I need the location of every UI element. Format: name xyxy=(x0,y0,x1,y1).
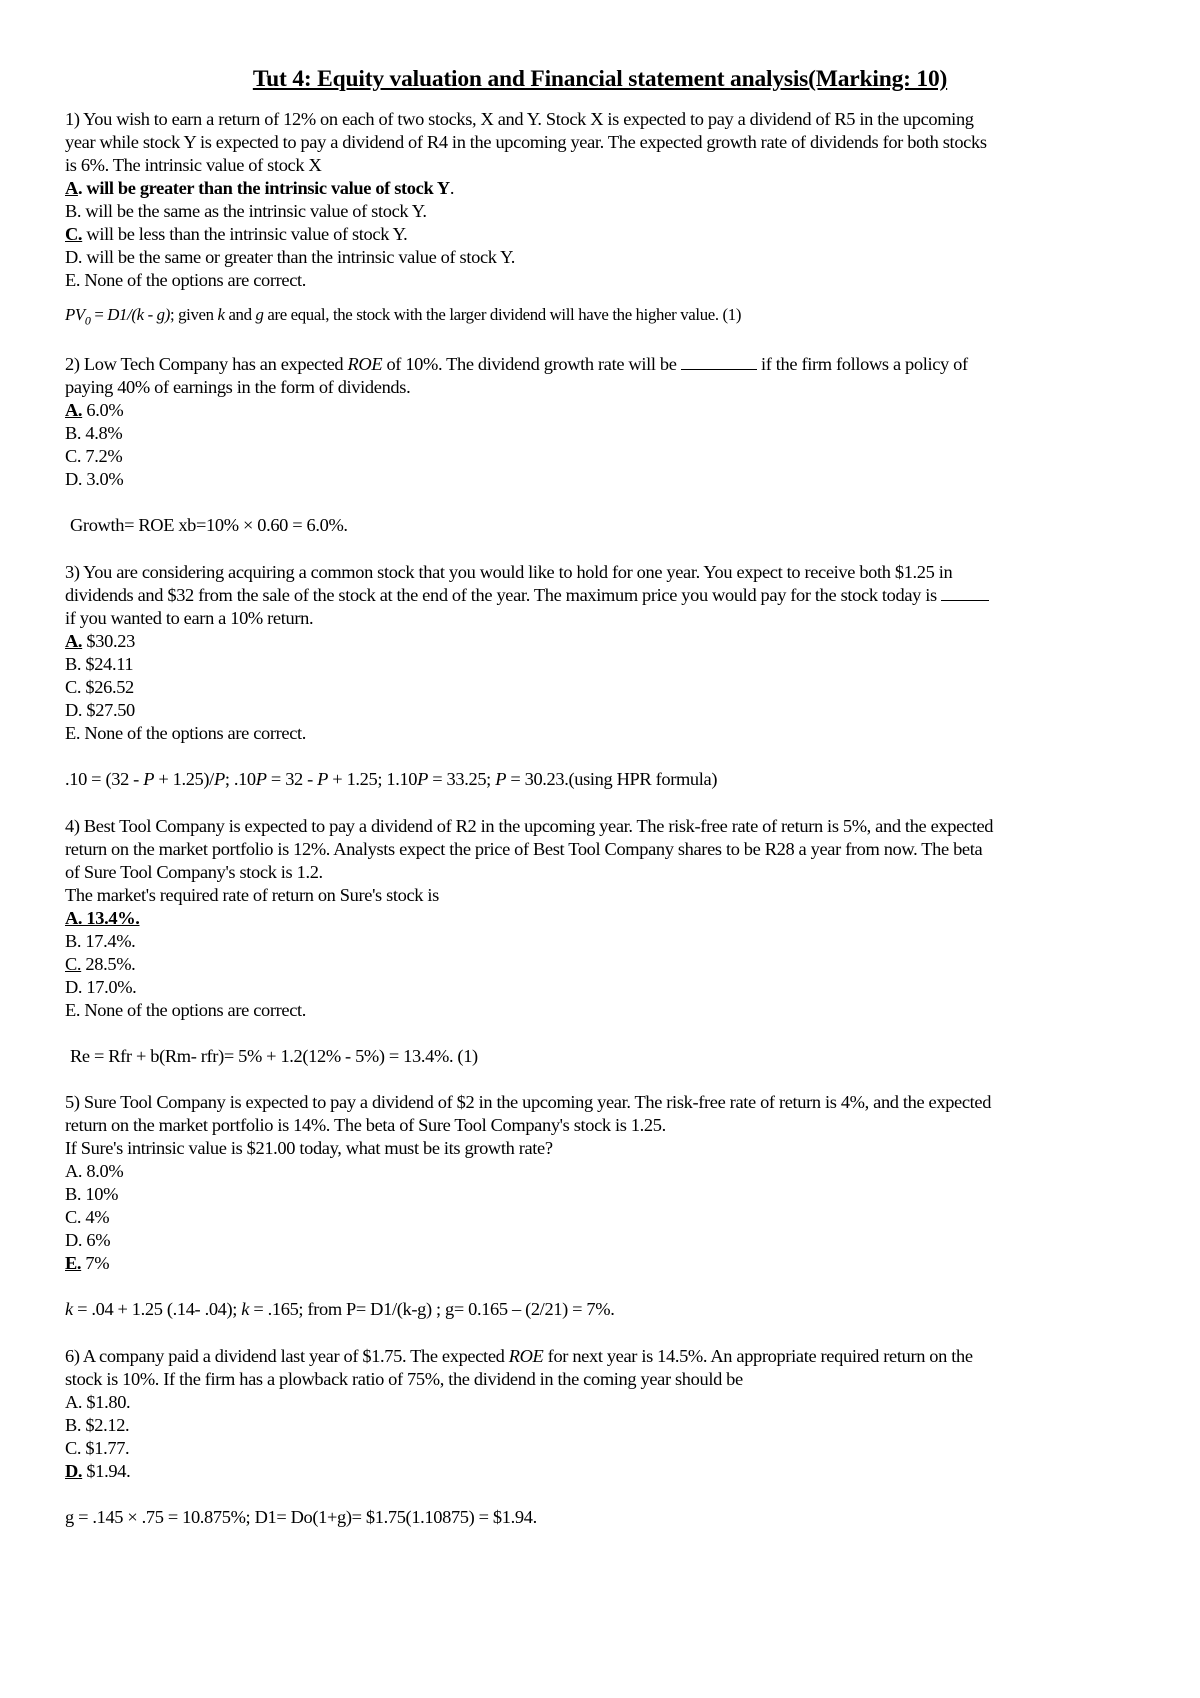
option-letter: C. xyxy=(65,224,83,244)
k-symbol: k xyxy=(65,1299,73,1319)
explanation-text: ; .10 xyxy=(224,769,256,789)
answer-option-e-correct xyxy=(65,1252,1145,1275)
explanation-text: = .165; from P= D1/(k-g) ; g= 0.165 – (2/21) = 7%. xyxy=(249,1299,615,1319)
question-text-part: for next year is 14.5%. An appropriate required return on the xyxy=(543,1346,973,1366)
question-text: 1) You wish to earn a return of 12% on each of two stocks, X and Y. Stock X is expected to pay a dividend of R5 in the upcoming xyxy=(65,109,974,129)
pv-subscript: 0 xyxy=(84,313,91,328)
explanation-text: ; given xyxy=(169,305,218,324)
roe-term: ROE xyxy=(347,354,383,374)
explanation-text: = .04 + 1.25 (.14- .04); xyxy=(72,1299,242,1319)
answer-blank xyxy=(941,586,989,601)
option-letter: A. xyxy=(65,631,83,651)
question-text: 3) You are considering acquiring a common stock that you would like to hold for one year. You expect to receive both $1.25 in xyxy=(65,562,953,582)
p-symbol: P xyxy=(143,769,155,789)
explanation-text: + 1.25)/ xyxy=(154,769,214,789)
answer-option-c: C. $1.77. xyxy=(65,1438,130,1458)
option-text: $30.23 xyxy=(82,631,135,651)
pv-symbol: PV xyxy=(65,305,85,324)
question-text: if you wanted to earn a 10% return. xyxy=(65,608,314,628)
option-text: will be less than the intrinsic value of stock Y. xyxy=(82,224,408,244)
answer-option-d-correct xyxy=(65,1460,1145,1483)
answer-option-a-correct: A. 13.4%. xyxy=(65,908,140,928)
p-symbol: P xyxy=(255,769,267,789)
answer-option-b: B. will be the same as the intrinsic value of stock Y. xyxy=(65,201,427,221)
answer-option-b: B. $24.11 xyxy=(65,654,134,674)
answer-blank xyxy=(681,355,757,370)
answer-option-c xyxy=(65,223,1145,246)
answer-option-c: C. 7.2% xyxy=(65,446,123,466)
equals: = xyxy=(90,305,108,324)
answer-option-d: D. will be the same or greater than the intrinsic value of stock Y. xyxy=(65,247,515,267)
answer-option-d: D. 17.0%. xyxy=(65,977,137,997)
question-text-part: 6) A company paid a dividend last year of $1.75. The expected xyxy=(65,1346,509,1366)
g-symbol: g xyxy=(255,305,264,324)
answer-option-a: A. 8.0% xyxy=(65,1161,124,1181)
explanation-text: = 33.25; xyxy=(428,769,496,789)
answer-option-c: C. 4% xyxy=(65,1207,110,1227)
answer-option-d: D. $27.50 xyxy=(65,700,135,720)
answer-option-b: B. $2.12. xyxy=(65,1415,130,1435)
explanation-text: are equal, the stock with the larger dividend will have the higher value. (1) xyxy=(263,305,742,324)
question-text-part: dividends and $32 from the sale of the stock at the end of the year. The maximum price you would pay for the stock today is xyxy=(65,585,937,605)
p-symbol: P xyxy=(417,769,429,789)
p-symbol: P xyxy=(317,769,329,789)
explanation: g = .145 × .75 = 10.875%; D1= Do(1+g)= $1.75(1.10875) = $1.94. xyxy=(65,1507,537,1527)
explanation-text: and xyxy=(224,305,256,324)
question-text: year while stock Y is expected to pay a dividend of R4 in the upcoming year. The expected growth rate of dividends for both stocks xyxy=(65,132,987,152)
question-text-part: 2) Low Tech Company has an expected xyxy=(65,354,348,374)
option-letter: A xyxy=(65,178,78,198)
option-letter: C. xyxy=(65,954,82,974)
answer-option-a: A. $1.80. xyxy=(65,1392,131,1412)
roe-term: ROE xyxy=(508,1346,544,1366)
formula: D1/(k - g) xyxy=(107,305,170,324)
p-symbol: P xyxy=(213,769,225,789)
explanation xyxy=(65,303,1145,332)
question-text xyxy=(65,1345,1145,1368)
question-text: return on the market portfolio is 14%. The beta of Sure Tool Company's stock is 1.25. xyxy=(65,1115,666,1135)
explanation-text: = 32 - xyxy=(266,769,318,789)
option-text: 7% xyxy=(81,1253,110,1273)
explanation xyxy=(65,1298,1145,1321)
option-end: . xyxy=(449,178,455,198)
question-text-part: of 10%. The dividend growth rate will be xyxy=(382,354,681,374)
answer-option-c xyxy=(65,953,1145,976)
question-text-part: if the firm follows a policy of xyxy=(756,354,968,374)
k-symbol: k xyxy=(217,305,225,324)
answer-option-c: C. $26.52 xyxy=(65,677,134,697)
option-letter: E. xyxy=(65,1253,82,1273)
answer-option-e: E. None of the options are correct. xyxy=(65,270,307,290)
option-text: 6.0% xyxy=(82,400,124,420)
answer-option-b: B. 4.8% xyxy=(65,423,123,443)
option-text: 28.5%. xyxy=(81,954,136,974)
explanation-text: = 30.23.(using HPR formula) xyxy=(506,769,718,789)
question-text: stock is 10%. If the firm has a plowback ratio of 75%, the dividend in the coming year should be xyxy=(65,1369,743,1389)
question-text: of Sure Tool Company's stock is 1.2. xyxy=(65,862,323,882)
answer-option-b: B. 17.4%. xyxy=(65,931,136,951)
option-letter: A. xyxy=(65,400,83,420)
answer-option-d: D. 6% xyxy=(65,1230,111,1250)
answer-option-d: D. 3.0% xyxy=(65,469,124,489)
explanation: Growth= ROE xb=10% × 0.60 = 6.0%. xyxy=(70,515,348,535)
page-title: Tut 4: Equity valuation and Financial statement analysis(Marking: 10) xyxy=(252,66,948,92)
answer-option-a-correct xyxy=(65,177,1145,200)
option-text: . will be greater than the intrinsic value of stock Y xyxy=(77,178,450,198)
question-text: 5) Sure Tool Company is expected to pay a dividend of $2 in the upcoming year. The risk-free rate of return is 4%, and the expected xyxy=(65,1092,992,1112)
question-text: return on the market portfolio is 12%. Analysts expect the price of Best Tool Company shares to be R28 a year from now. The beta xyxy=(65,839,983,859)
answer-option-e: E. None of the options are correct. xyxy=(65,1000,307,1020)
answer-option-a-correct xyxy=(65,630,1145,653)
explanation: Re = Rfr + b(Rm- rfr)= 5% + 1.2(12% - 5%) = 13.4%. (1) xyxy=(70,1046,478,1066)
option-text: $1.94. xyxy=(82,1461,131,1481)
explanation xyxy=(65,768,1145,791)
k-symbol: k xyxy=(241,1299,250,1319)
question-text xyxy=(65,584,1145,607)
option-letter: D. xyxy=(65,1461,83,1481)
answer-option-b: B. 10% xyxy=(65,1184,119,1204)
answer-option-a-correct xyxy=(65,399,1145,422)
explanation-text: .10 = (32 - xyxy=(65,769,144,789)
question-text: paying 40% of earnings in the form of dividends. xyxy=(65,377,411,397)
explanation-text: + 1.25; 1.10 xyxy=(328,769,418,789)
answer-option-e: E. None of the options are correct. xyxy=(65,723,307,743)
question-text xyxy=(65,353,1145,376)
p-symbol: P xyxy=(495,769,507,789)
question-text: The market's required rate of return on Sure's stock is xyxy=(65,885,439,905)
question-text: is 6%. The intrinsic value of stock X xyxy=(65,155,322,175)
question-text: If Sure's intrinsic value is $21.00 today, what must be its growth rate? xyxy=(65,1138,553,1158)
question-text: 4) Best Tool Company is expected to pay a dividend of R2 in the upcoming year. The risk-free rate of return is 5%, and the expected xyxy=(65,816,994,836)
